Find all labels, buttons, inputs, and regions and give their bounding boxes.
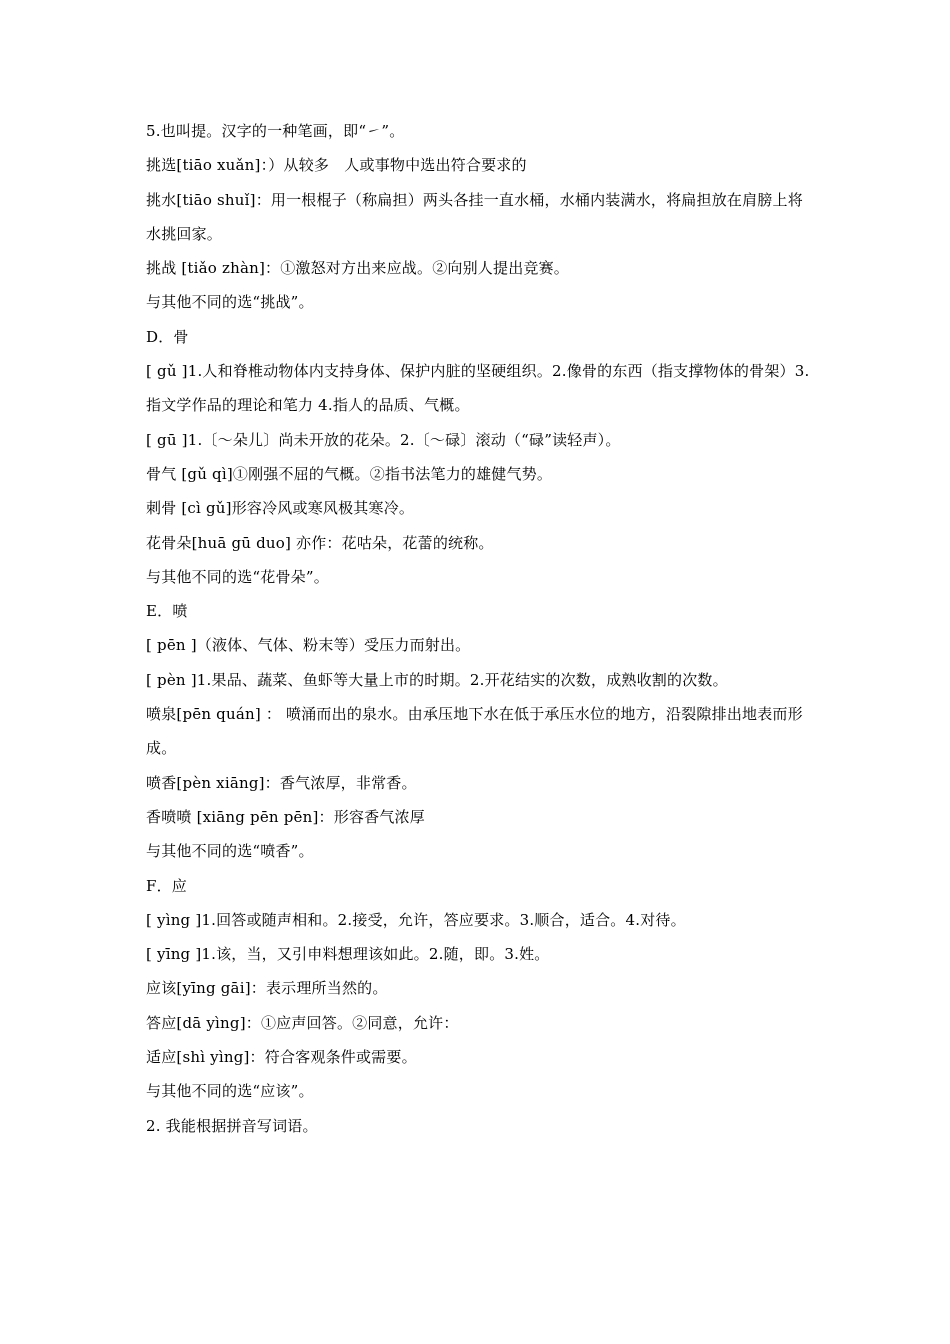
text-line: 骨气 [gǔ qì]①刚强不屈的气概。②指书法笔力的雄健气势。 bbox=[146, 464, 553, 483]
text-paragraph: 喷泉[pēn quán] ： 喷涌而出的泉水。由承压地下水在低于承压水位的地方，沿裂隙排出地表而形成。 bbox=[146, 705, 803, 758]
document-body bbox=[146, 114, 814, 1143]
section-heading: E．喷 bbox=[146, 602, 188, 621]
text-line: 适应[shì yìng]：符合客观条件或需要。 bbox=[146, 1048, 417, 1067]
question-heading: 2. 我能根据拼音写词语。 bbox=[146, 1116, 318, 1135]
text-line: 与其他不同的选“喷香”。 bbox=[146, 842, 314, 861]
text-line: 与其他不同的选“挑战”。 bbox=[146, 293, 314, 312]
text-line: [ gū ]1.〔～朵儿〕尚未开放的花朵。2.〔～碌〕滚动（“碌”读轻声）。 bbox=[146, 430, 621, 449]
text-line: 与其他不同的选“应该”。 bbox=[146, 1082, 314, 1101]
text-line: 5.也叫提。汉字的一种笔画，即“㇀”。 bbox=[146, 122, 405, 140]
text-paragraph: [ gǔ ]1.人和脊椎动物体内支持身体、保护内脏的坚硬组织。2.像骨的东西（指支撑物体的骨架）3.指文学作品的理论和笔力 4.指人的品质、气概。 bbox=[146, 362, 810, 415]
text-line: 刺骨 [cì gǔ]形容冷风或寒风极其寒冷。 bbox=[146, 499, 415, 518]
text-line: 挑战 [tiǎo zhàn]：①激怒对方出来应战。②向别人提出竞赛。 bbox=[146, 259, 570, 278]
section-heading: F．应 bbox=[146, 876, 188, 895]
text-line: [ pēn ]（液体、气体、粉末等）受压力而射出。 bbox=[146, 636, 471, 655]
text-line: 答应[dā yìng]：①应声回答。②同意，允许： bbox=[146, 1013, 459, 1032]
text-line: 挑选[tiāo xuǎn]：）从较多 人或事物中选出符合要求的 bbox=[146, 156, 527, 175]
text-line: 香喷喷 [xiāng pēn pēn]：形容香气浓厚 bbox=[146, 807, 425, 826]
text-line: [ pèn ]1.果品、蔬菜、鱼虾等大量上市的时期。2.开花结实的次数，成熟收割的次数。 bbox=[146, 670, 728, 689]
text-line: 喷香[pèn xiāng]：香气浓厚，非常香。 bbox=[146, 773, 417, 792]
text-line: 与其他不同的选“花骨朵”。 bbox=[146, 567, 329, 586]
section-heading: D．骨 bbox=[146, 327, 189, 346]
text-line: [ yīng ]1.该，当，又引申料想理该如此。2.随，即。3.姓。 bbox=[146, 945, 550, 964]
text-line: [ yìng ]1.回答或随声相和。2.接受，允许，答应要求。3.顺合，适合。4.对待。 bbox=[146, 910, 686, 929]
text-line: 应该[yīng gāi]：表示理所当然的。 bbox=[146, 979, 388, 998]
text-paragraph: 挑水[tiāo shuǐ]：用一根棍子（称扁担）两头各挂一直水桶，水桶内装满水，将扁担放在肩膀上将水挑回家。 bbox=[146, 190, 803, 243]
text-line: 花骨朵[huā gū duo] 亦作：花咕朵，花蕾的统称。 bbox=[146, 533, 494, 552]
